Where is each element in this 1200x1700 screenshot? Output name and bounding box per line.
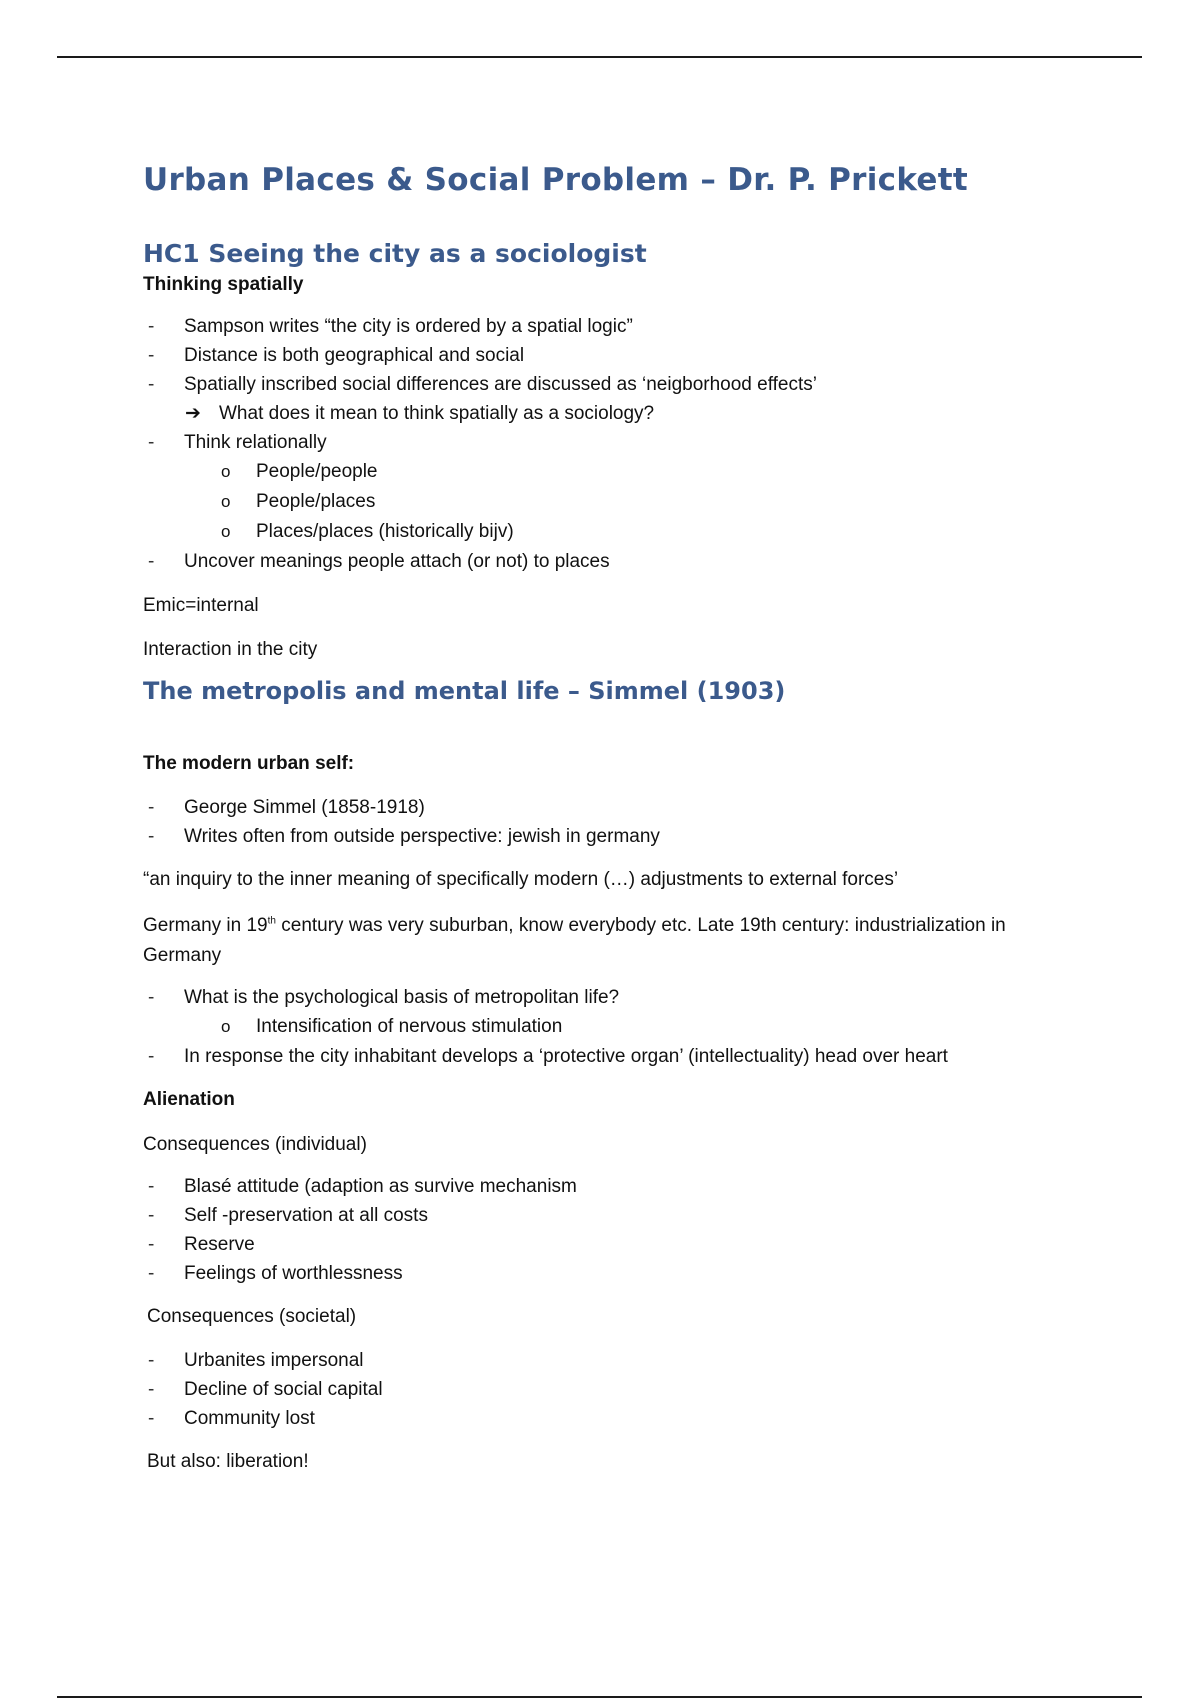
sub-list-item: o People/places [143,487,1063,517]
bullet-list-response [143,1042,1063,1071]
list-item: - Writes often from outside perspective: jewish in germany [143,822,1063,851]
consequences-individual-label: Consequences (individual) [143,1134,367,1155]
bullet-list-spatial [143,312,1063,399]
list-item: - Uncover meanings people attach (or not) to places [143,547,1063,576]
bottom-rule [57,1696,1142,1698]
superscript-th: th [267,915,276,927]
consequences-societal-label: Consequences (societal) [147,1306,357,1327]
bullet-list-individual [143,1172,1063,1288]
list-item: - Feelings of worthlessness [143,1259,1063,1288]
bullet-list-simmel [143,793,1063,851]
germany-paragraph [143,911,1063,971]
document-page [143,160,1063,1475]
list-item: - Decline of social capital [143,1375,1063,1404]
document-title: Urban Places & Social Problem – Dr. P. Prickett [143,162,968,198]
list-item: - Spatially inscribed social differences are discussed as ‘neigborhood effects’ [143,370,1063,399]
list-item: - What is the psychological basis of metropolitan life? [143,983,1063,1012]
sub-list-stimulation [143,1012,1063,1042]
bullet-list-societal [143,1346,1063,1433]
list-item: - Distance is both geographical and social [143,341,1063,370]
list-item: - Reserve [143,1230,1063,1259]
section-heading-hc1: HC1 Seeing the city as a sociologist [143,239,647,268]
bullet-list-psychology [143,983,1063,1012]
section-heading-simmel: The metropolis and mental life – Simmel (1903) [143,677,786,705]
bullet-list-meanings [143,547,1063,576]
interaction-note: Interaction in the city [143,639,318,660]
list-item: - Community lost [143,1404,1063,1433]
list-item: - George Simmel (1858-1918) [143,793,1063,822]
list-item: - Sampson writes “the city is ordered by a spatial logic” [143,312,1063,341]
subheading-urban-self: The modern urban self: [143,753,355,774]
liberation-note: But also: liberation! [147,1451,309,1472]
sub-list-relations [143,457,1063,547]
list-item: - Blasé attitude (adaption as survive mechanism [143,1172,1063,1201]
germany-text-start: Germany in 19 [143,915,268,936]
subheading-alienation: Alienation [143,1089,235,1110]
sub-list-item: o Places/places (historically bijv) [143,517,1063,547]
sub-list-item: o People/people [143,457,1063,487]
simmel-quote: “an inquiry to the inner meaning of specifically modern (…) adjustments to external forces’ [143,869,899,890]
germany-text-end: century was very suburban, know everybody etc. Late 19th century: industrialization in Germany [143,915,1006,966]
sub-list-item: o Intensification of nervous stimulation [143,1012,1063,1042]
arrow-item [143,399,1063,428]
bullet-list-relational [143,428,1063,457]
top-rule [57,56,1142,58]
list-item: - Urbanites impersonal [143,1346,1063,1375]
emic-note: Emic=internal [143,595,259,616]
list-item: - Self -preservation at all costs [143,1201,1063,1230]
subheading-thinking-spatially: Thinking spatially [143,274,304,295]
list-item: - Think relationally [143,428,1063,457]
arrow-item-text: What does it mean to think spatially as a sociology? [219,403,655,424]
list-item: - In response the city inhabitant develops a ‘protective organ’ (intellectuality) head over heart [143,1042,1063,1071]
arrow-right-icon: ➔ [185,403,201,424]
